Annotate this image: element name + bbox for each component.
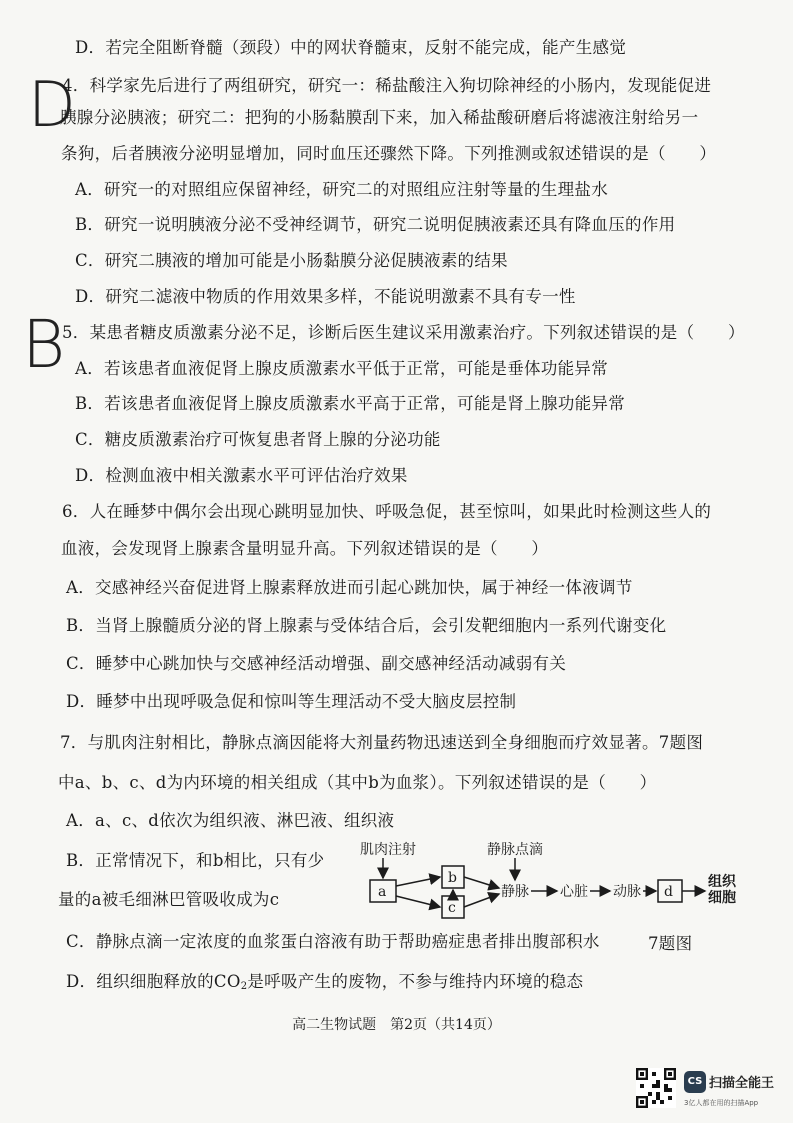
q7-option-c: C．静脉点滴一定浓度的血浆蛋白溶液有助于帮助癌症患者排出腹部积水 [66,932,600,951]
q6-option-b: B．当肾上腺髓质分泌的肾上腺素与受体结合后，会引发靶细胞内一系列代谢变化 [66,616,667,635]
camscanner-name: 扫描全能王 [709,1076,775,1091]
box-a-label: a [378,884,387,900]
handwritten-answer-q4: D [28,68,76,141]
q5-option-d: D．检测血液中相关激素水平可评估治疗效果 [75,466,408,485]
q7-option-a: A．a、c、d依次为组织液、淋巴液、组织液 [66,811,395,830]
label-tissue-cells-line2: 细胞 [708,890,736,906]
q6-option-d: D．睡梦中出现呼吸急促和惊叫等生理活动不受大脑皮层控制 [66,692,517,711]
box-d-label: d [664,884,673,900]
arrow-b-to-vein [464,877,499,888]
label-heart: 心脏 [560,884,588,900]
camscanner-logo-icon: CS [684,1071,706,1093]
q4-option-a: A．研究一的对照组应保留神经，研究二的对照组应注射等量的生理盐水 [75,180,609,199]
q7-stem-line1: 7．与肌肉注射相比，静脉点滴因能将大剂量药物迅速送到全身细胞而疗效显著。7题图 [60,733,704,752]
arrow-a-to-c [396,896,440,907]
qr-code-icon [636,1068,676,1108]
q5-option-b: B．若该患者血液促肾上腺皮质激素水平高于正常，可能是肾上腺功能异常 [75,394,626,413]
figure-7-caption: 7题图 [648,934,693,953]
q5-option-a: A．若该患者血液促肾上腺皮质激素水平低于正常，可能是垂体功能异常 [75,359,609,378]
q4-stem-line2: 胰腺分泌胰液；研究二：把狗的小肠黏膜刮下来，加入稀盐酸研磨后将滤液注射给另一 [60,108,699,127]
handwritten-answer-q5: B [22,306,66,383]
label-artery: 动脉 [613,884,641,900]
label-intramuscular-injection: 肌肉注射 [360,842,416,858]
q5-option-c: C．糖皮质激素治疗可恢复患者肾上腺的分泌功能 [75,430,441,449]
q7-stem-line2: 中a、b、c、d为内环境的相关组成（其中b为血浆）。下列叙述错误的是（ ） [58,773,657,792]
figure-7-diagram [350,838,750,948]
box-b-label: b [448,870,457,886]
q6-option-a: A．交感神经兴奋促进肾上腺素释放进而引起心跳加快，属于神经一体液调节 [66,578,633,597]
box-c-label: c [448,900,456,916]
q4-option-b: B．研究一说明胰液分泌不受神经调节，研究二说明促胰液素还具有降血压的作用 [75,215,676,234]
q4-option-c: C．研究二胰液的增加可能是小肠黏膜分泌促胰液素的结果 [75,251,508,270]
label-tissue-cells-line1: 组织 [708,874,736,890]
q4-option-d: D．研究二滤液中物质的作用效果多样，不能说明激素不具有专一性 [75,287,576,306]
q4-stem-line1: 4．科学家先后进行了两组研究，研究一：稀盐酸注入狗切除神经的小肠内，发现能促进 [62,76,712,95]
q5-stem-line1: 5．某患者糖皮质激素分泌不足，诊断后医生建议采用激素治疗。下列叙述错误的是（ ） [62,323,745,342]
q7-option-d: D．组织细胞释放的$CO_2$是呼吸产生的废物，不参与维持内环境的稳态 [66,972,584,992]
arrow-a-to-b [396,877,440,886]
q6-option-c: C．睡梦中心跳加快与交感神经活动增强、副交感神经活动减弱有关 [66,654,567,673]
arrow-c-to-vein [464,894,499,907]
q6-stem-line2: 血液，会发现肾上腺素含量明显升高。下列叙述错误的是（ ） [61,539,549,558]
q6-stem-line1: 6．人在睡梦中偶尔会出现心跳明显加快、呼吸急促，甚至惊叫，如果此时检测这些人的 [62,502,712,521]
label-vein: 静脉 [501,884,529,900]
q7-option-b-line1: B．正常情况下，和b相比，只有少 [66,851,325,870]
label-iv-drip: 静脉点滴 [487,842,543,858]
camscanner-slogan: 3亿人都在用的扫描App [684,1099,759,1107]
q4-stem-line3: 条狗，后者胰液分泌明显增加，同时血压还骤然下降。下列推测或叙述错误的是（ ） [61,144,717,163]
page-footer: 高二生物试题 第2页（共14页） [292,1017,501,1033]
q3-option-d: D．若完全阻断脊髓（颈段）中的网状脊髓束，反射不能完成，能产生感觉 [75,38,627,57]
q7-option-b-line2: 量的a被毛细淋巴管吸收成为c [58,890,280,909]
